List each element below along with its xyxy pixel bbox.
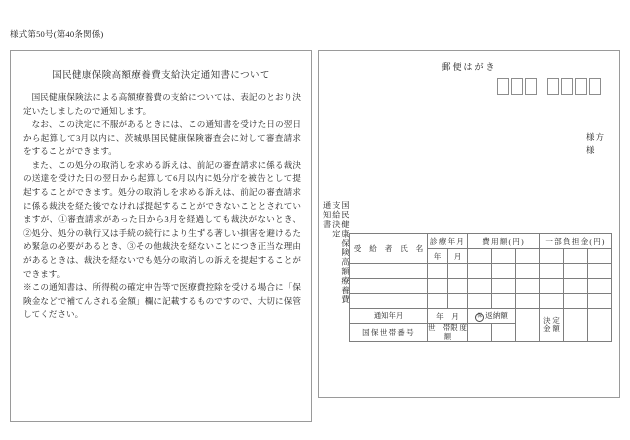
insurance-circle-icon: 保 (475, 313, 484, 322)
copay-cell[interactable] (564, 249, 588, 264)
copay-cell[interactable] (564, 279, 588, 294)
postal-code-box[interactable] (497, 78, 509, 95)
postcard-label: 郵便はがき (441, 62, 497, 72)
recipient-name-cell[interactable] (350, 294, 428, 309)
household-limit-cell[interactable] (492, 324, 516, 342)
copay-cell[interactable] (540, 264, 564, 279)
benefit-table (349, 233, 612, 342)
year-cell[interactable] (428, 264, 448, 279)
year-cell[interactable] (428, 279, 448, 294)
postal-code-box[interactable] (511, 78, 523, 95)
cost-cell[interactable] (516, 264, 540, 279)
notice-paragraph-1: 国民健康保険法による高額療養費の支給については、表記のとおり決定いたしましたので通知します。 (23, 92, 301, 116)
cost-cell[interactable] (492, 294, 516, 309)
notice-body (23, 91, 301, 322)
postal-code-box[interactable] (547, 78, 559, 95)
copay-cell[interactable] (588, 264, 612, 279)
copay-cell[interactable] (540, 249, 564, 264)
cost-cell[interactable] (516, 279, 540, 294)
cost-cell[interactable] (492, 279, 516, 294)
notice-date-label: 通知年月 (350, 309, 428, 324)
copay-cell[interactable] (564, 264, 588, 279)
cost-cell[interactable] (516, 249, 540, 264)
copay-cell[interactable] (540, 279, 564, 294)
vertical-caption-line-1: 国民健康保険高額療養費 (341, 201, 350, 305)
header-cost-amount: 費用額(円) (468, 234, 540, 249)
table-row (350, 264, 612, 279)
refund-label: 返納額 (485, 311, 508, 320)
cost-cell[interactable] (468, 249, 492, 264)
postcard-panel (318, 50, 620, 398)
table-row (350, 294, 612, 309)
recipient-name-cell[interactable] (350, 279, 428, 294)
month-cell[interactable] (448, 264, 468, 279)
postal-code-field[interactable] (497, 78, 603, 95)
table-header-row (350, 234, 612, 249)
form-number-label: 様式第50号(第40条関係) (10, 29, 104, 39)
household-limit-label: 世 帯限 度 額 (428, 323, 467, 341)
month-cell[interactable] (448, 294, 468, 309)
refund-value-cell[interactable] (516, 309, 540, 324)
addressee-block (586, 131, 605, 157)
postal-code-box[interactable] (589, 78, 601, 95)
decided-amount-cell[interactable] (588, 309, 612, 324)
decided-amount-cell[interactable] (564, 309, 588, 324)
month-cell[interactable] (448, 279, 468, 294)
header-copayment: 一部負担金(円) (540, 234, 612, 249)
copay-cell[interactable] (540, 294, 564, 309)
notice-title: 国民健康保険高額療養費支給決定通知書について (52, 71, 270, 81)
notice-paragraph-2: なお、この決定に不服があるときには、この通知書を受けた日の翌日から起算して3月以内に、茨城県国民健康保険審査会に対して審査請求をすることができます。 (23, 119, 301, 157)
cost-cell[interactable] (492, 264, 516, 279)
cost-cell[interactable] (468, 279, 492, 294)
refund-label-cell (468, 309, 516, 324)
postal-code-box[interactable] (525, 78, 537, 95)
postal-code-box[interactable] (561, 78, 573, 95)
table-row (350, 279, 612, 294)
notice-date-value[interactable]: 年 月 (428, 309, 468, 324)
household-limit-cell[interactable] (516, 324, 540, 342)
header-treatment-month: 診療年月 (428, 234, 468, 249)
copay-cell[interactable] (564, 294, 588, 309)
decided-amount-cell[interactable] (564, 324, 588, 342)
cost-cell[interactable] (516, 294, 540, 309)
header-recipient-name: 受 給 者 氏 名 (350, 234, 428, 264)
notice-paragraph-3: また、この処分の取消しを求める訴えは、前記の審査請求に係る裁決の送達を受けた日の翌日から起算して6月以内に処分庁を被告として提起することができます。処分の取消しを求める訴えは、前記の審査請求に係る裁決を経た後でなければ提起することができないこととされていますが、①審査請求があった日から3月を経過しても裁決がないとき、②処分、処分の執行又は手続の続行により生ずる著しい損害を避けるため緊急の必要があるとき、③その他裁決を経ないことにつき正当な理由があるときは、裁決を経ないでも処分の取消しの訴えを提起することができます。 (23, 159, 301, 279)
vertical-caption-line-3: 通知書 (322, 201, 332, 230)
cost-cell[interactable] (468, 294, 492, 309)
addressee-care-of: 様方 (585, 132, 605, 142)
decided-amount-label: 決 定金 額 (540, 309, 564, 342)
household-limit-cell[interactable] (468, 324, 492, 342)
year-cell[interactable] (428, 294, 448, 309)
copay-cell[interactable] (588, 279, 612, 294)
recipient-name-cell[interactable] (350, 264, 428, 279)
cost-cell[interactable] (468, 264, 492, 279)
addressee-honorific: 様 (585, 144, 596, 155)
cost-cell[interactable] (492, 249, 516, 264)
subheader-month: 月 (448, 249, 468, 264)
vertical-caption-line-2: 支給決定 (331, 201, 341, 239)
notice-panel (10, 50, 312, 422)
decided-amount-cell[interactable] (588, 324, 612, 342)
copay-cell[interactable] (588, 249, 612, 264)
copay-cell[interactable] (588, 294, 612, 309)
subheader-year: 年 (428, 249, 448, 264)
notice-footnote: ※この通知書は、所得税の確定申告等で医療費控除を受ける場合に「保険金などで補てんされる金額」欄に記載するものですので、大切に保管してください。 (23, 282, 301, 320)
household-number-label: 国保世帯番号 (350, 324, 428, 342)
table-household-row (350, 324, 612, 342)
table-notice-date-row (350, 309, 612, 324)
vertical-caption (323, 201, 349, 391)
postal-code-box[interactable] (575, 78, 587, 95)
